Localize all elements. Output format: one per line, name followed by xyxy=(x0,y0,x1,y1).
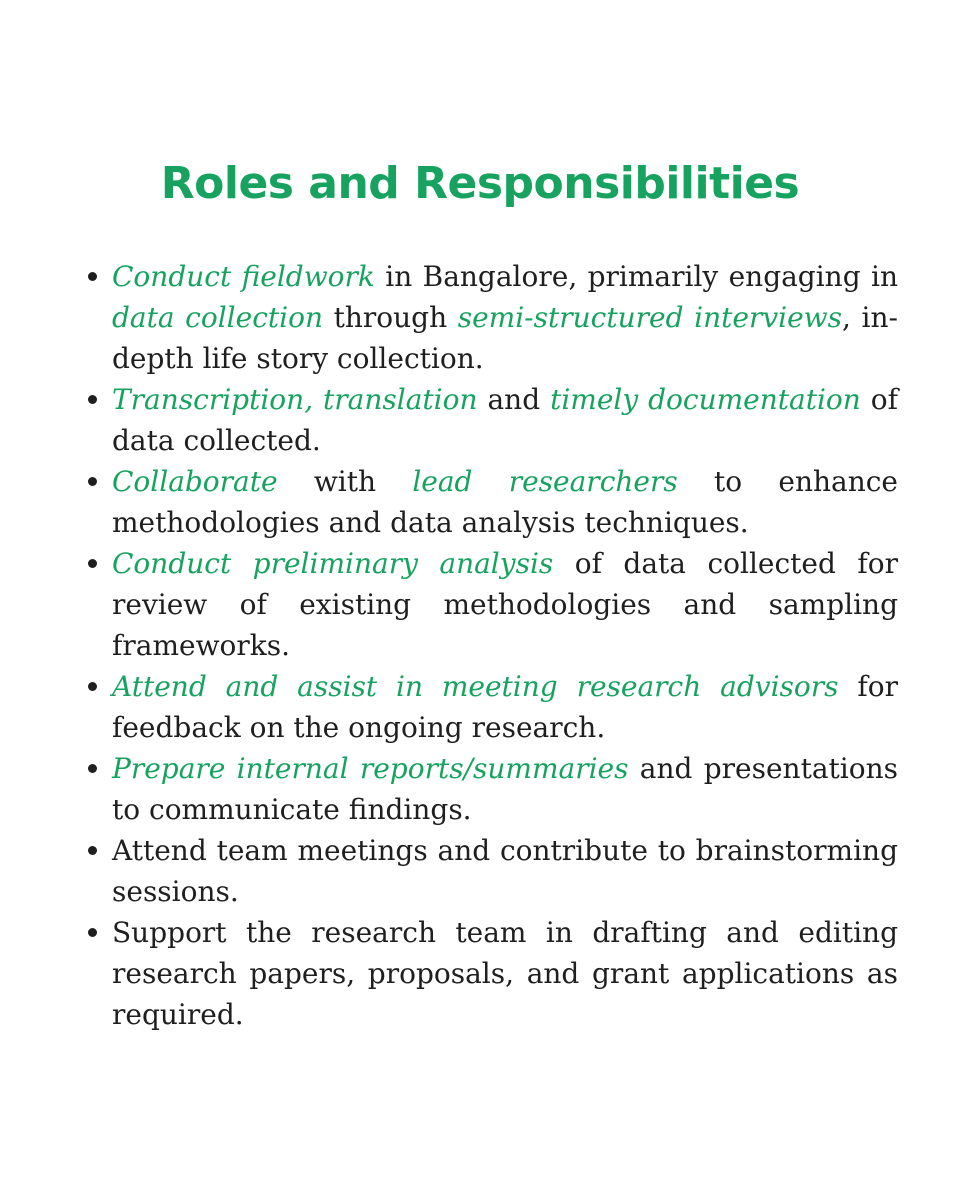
responsibilities-list xyxy=(112,256,898,1035)
bullet-icon xyxy=(88,764,97,773)
body-text: to enhance methodologies and data analysis techniques. xyxy=(112,465,898,539)
body-text: and presentations to communicate findings. xyxy=(112,752,899,826)
body-text: , in-depth life story collection. xyxy=(112,301,898,375)
highlighted-phrase: Attend and assist in meeting research advisors xyxy=(112,670,839,703)
list-item xyxy=(112,379,898,461)
highlighted-phrase: Collaborate xyxy=(112,465,278,498)
highlighted-phrase: semi-structured interviews xyxy=(457,301,843,334)
highlighted-phrase: Conduct fieldwork xyxy=(112,260,375,293)
bullet-icon xyxy=(88,395,97,404)
bullet-icon xyxy=(88,928,97,937)
bullet-icon xyxy=(88,846,97,855)
highlighted-phrase: data collection xyxy=(112,301,323,334)
highlighted-phrase: Transcription, translation xyxy=(112,383,478,416)
highlighted-phrase: Prepare internal reports/summaries xyxy=(112,752,629,785)
list-item xyxy=(112,912,898,1035)
list-item xyxy=(112,461,898,543)
body-text: of data collected for review of existing methodologies and sampling frameworks. xyxy=(112,547,898,662)
body-text: of data collected. xyxy=(112,383,898,457)
list-item xyxy=(112,666,898,748)
body-text: with xyxy=(277,465,413,498)
bullet-icon xyxy=(88,559,97,568)
list-item xyxy=(112,256,898,379)
list-item xyxy=(112,830,898,912)
body-text: Attend team meetings and contribute to brainstorming sessions. xyxy=(112,834,898,908)
body-text: through xyxy=(322,301,458,334)
page-title: Roles and Responsibilities xyxy=(160,158,800,209)
body-text: for feedback on the ongoing research. xyxy=(112,670,898,744)
bullet-icon xyxy=(88,272,97,281)
list-item xyxy=(112,748,898,830)
body-text: in Bangalore, primarily engaging in xyxy=(374,260,899,293)
bullet-icon xyxy=(88,682,97,691)
highlighted-phrase: timely documentation xyxy=(550,383,861,416)
highlighted-phrase: lead researchers xyxy=(412,465,678,498)
highlighted-phrase: Conduct preliminary analysis xyxy=(112,547,554,580)
body-text: and xyxy=(477,383,551,416)
body-text: Support the research team in drafting and editing research papers, proposals, and grant applications as required. xyxy=(112,916,898,1031)
list-item xyxy=(112,543,898,666)
bullet-icon xyxy=(88,477,97,486)
